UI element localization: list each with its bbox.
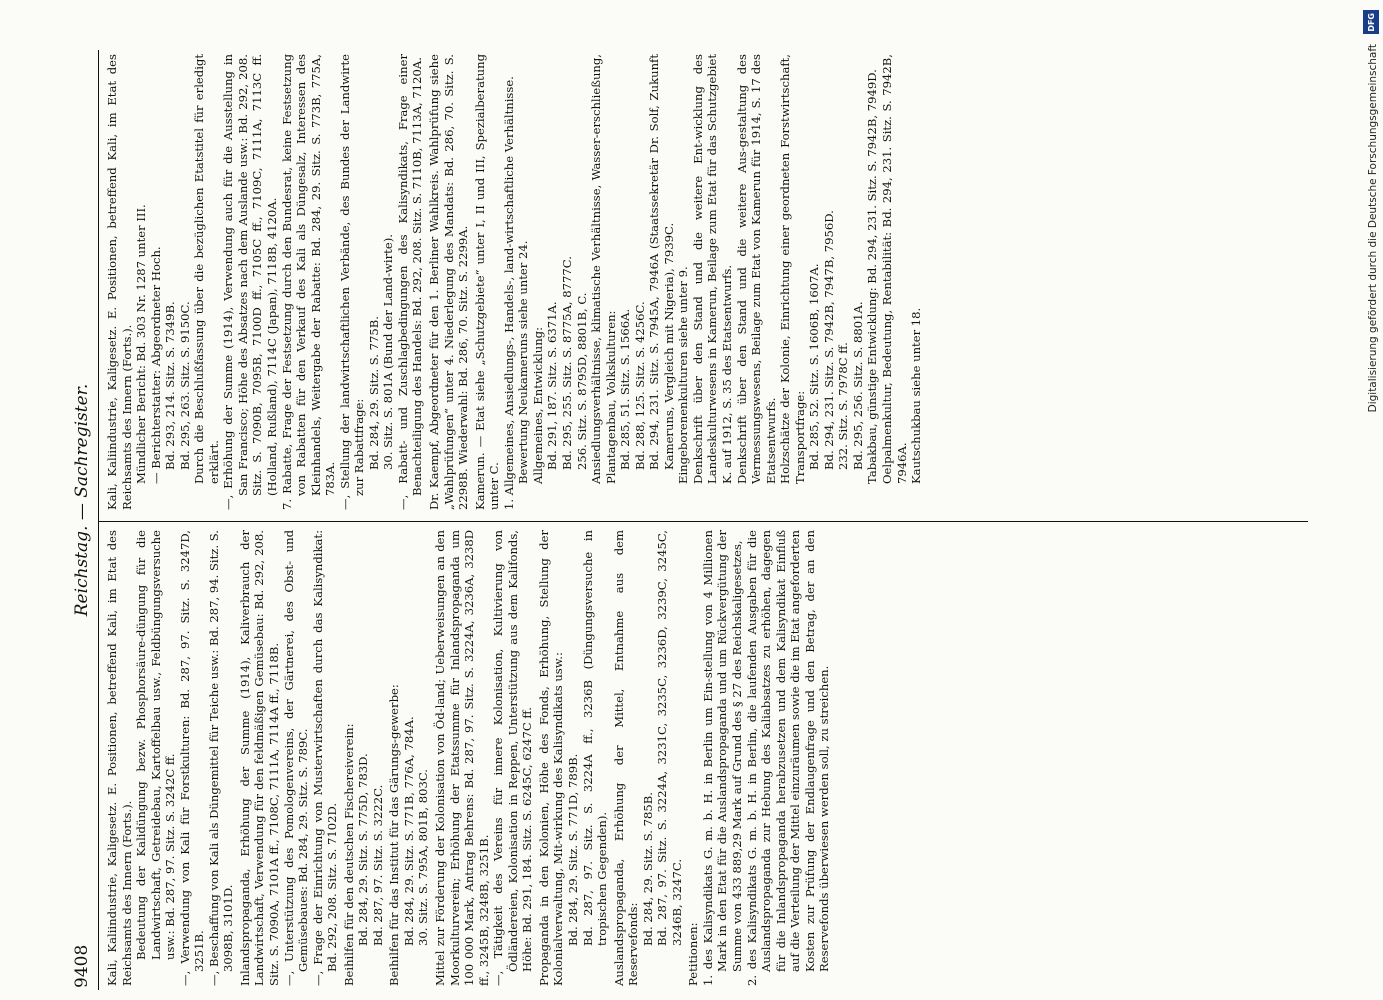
index-entry: Bd. 291, 187. Sitz. S. 6371A. bbox=[545, 301, 560, 470]
index-entry: Bd. 284, 29. Sitz. S. 785B. bbox=[640, 792, 655, 946]
index-entry: Bd. 294, 231. Sitz. S. 7945A, 7946A (Staatssekretär Dr. Solf, Zukunft Kameruns, Vergleich mit Nigeria), 7939C. bbox=[647, 54, 676, 470]
index-entry: Kamerun. — Etat siehe „Schutzgebiete“ unter I, II und III, Spezialberatung unter C. bbox=[472, 54, 502, 510]
index-entry: —, Tätigkeit des Vereins für innere Kolonisation, Kultivierung von Ödländereien, Kolonisation in Reppen, Unterstützung aus dem Kalifonds, Höhe: Bd. 291, 184. Sitz. S. 6245C, 6247C ff. bbox=[491, 530, 535, 986]
column-divider bbox=[98, 521, 1308, 522]
index-entry: Bd. 284, 29. Sitz. S. 775B. bbox=[366, 316, 381, 470]
index-entry: Bd. 288, 125. Sitz. S. 4256C. bbox=[632, 301, 647, 470]
index-entry: Bd. 284, 29. Sitz. S. 775D, 783D. bbox=[356, 753, 371, 946]
index-entry: Kautschukbau siehe unter 18. bbox=[909, 307, 924, 484]
index-entry: Bedeutung der Kalidüngung bezw. Phosphorsäure-düngung für die Landwirtschaft, Getreidebau, Kartoffelbau usw., Feldbüngungsversuche usw.: Bd. 287, 97. Sitz. S. 3242C ff. bbox=[134, 530, 178, 960]
header-rule bbox=[98, 50, 99, 990]
index-entry: Petitionen: bbox=[686, 922, 701, 986]
index-entry: 30. Sitz. S. 795A, 801B, 803C. bbox=[416, 769, 431, 946]
index-entry: Mündlicher Bericht: Bd. 303 Nr. 1287 unter III. bbox=[134, 204, 149, 484]
index-entry: Bd. 295, 255. Sitz. S. 8775A, 8777C. bbox=[559, 256, 574, 470]
index-entry: Bd. 295, 256. Sitz. S. 8801A. bbox=[850, 301, 865, 470]
index-entry: Bd. 285, 52. Sitz. S. 1606B, 1607A. bbox=[807, 263, 822, 470]
index-entry: Bd. 295, 263. Sitz. S. 9150C. bbox=[177, 301, 192, 470]
index-entry: —, Erhöhung der Summe (1914), Verwendung auch für die Ausstellung in San Francisco; Höhe des Absatzes nach dem Auslande usw.: Bd. 292, 208. Sitz. S. 7090B, 7095B, 7100D ff., 7105C ff., 7109C, 7111A, 7113C ff. (Holland, Rußland), 7114C (Japan), 7118B, 4120A. bbox=[221, 54, 280, 510]
index-entry: Holzschätze der Kolonie, Einrichtung einer geordneten Forstwirtschaft, Transportfrage: bbox=[778, 54, 807, 484]
index-entry: 30. Sitz. S. 801A (Bund der Land-wirte). bbox=[381, 234, 396, 470]
index-entry: —, Unterstützung des Pomologenvereins, der Gärtnerei, des Obst- und Gemüsebaues: Bd. 284, 29. Sitz. S. 789C. bbox=[281, 530, 311, 986]
index-entry: —, Beschaffung von Kali als Düngemittel für Teiche usw.: Bd. 287, 94. Sitz. S. 3098B, 3101D. bbox=[206, 530, 236, 986]
index-entry: Bd. 287, 97. Sitz. S. 3222C. bbox=[370, 784, 385, 946]
index-entry: Bd. 287, 97. Sitz. S. 3224A ff., 3236B (Düngungsversuche in tropischen Gegenden). bbox=[580, 530, 610, 946]
index-entry: —, Stellung der landwirtschaftlichen Verbände, des Bundes der Landwirte zur Rabattfrage: bbox=[337, 54, 367, 510]
index-entry: Bewertung Neukameruns siehe unter 24. bbox=[516, 240, 531, 484]
index-entry: —, Rabatt- und Zuschlagbedingungen des Kalisyndikats, Frage einer Benachteiligung des Handels: Bd. 292, 208. Sitz. S. 7110B, 7113A, 7120A. bbox=[395, 54, 425, 510]
index-entry: 1. Allgemeines, Ansiedlungs-, Handels-, land-wirtschaftliche Verhältnisse. bbox=[501, 76, 516, 510]
right-column bbox=[105, 54, 924, 510]
index-entry: 7. Rabatte, Frage der Festsetzung durch den Bundesrat, keine Festsetzung von Rabatten für den Verkauf des Kali als Düngesalz, Interessen des Kleinhandels, Weitergabe der Rabatte: Bd. 284, 29. Sitz. S. 773B, 775A, 783A. bbox=[279, 54, 338, 510]
index-entry: Denkschrift über den Stand und die weitere Aus-gestaltung des Vermessungswesens, Beilage zum Etat von Kamerun für 1914, S. 17 des Etatsentwurfs. bbox=[734, 54, 778, 484]
page-number: 9408 bbox=[72, 944, 92, 988]
index-entry: —, Frage der Einrichtung von Musterwirtschaften durch das Kalisyndikat: Bd. 292, 208. Sitz. S. 7102D. bbox=[310, 530, 340, 986]
index-entry: Bd. 293, 214. Sitz. S. 7349B. bbox=[163, 301, 178, 470]
index-entry: 232. Sitz. S. 7978C ff. bbox=[836, 342, 851, 470]
index-entry: 1. des Kalisyndikats G. m. b. H. in Berlin um Ein-stellung von 4 Millionen Mark in den Etat für die Auslandspropaganda und um Rückvergütung der Summe von 433 889,29 Mark auf Grund des § 27 des Reichskaligesetzes, bbox=[700, 530, 744, 986]
index-entry: Auslandspropaganda, Erhöhung der Mittel, Entnahme aus dem Reservefonds: bbox=[611, 530, 641, 986]
index-entry: —, Verwendung von Kali für Forstkulturen: Bd. 287, 97. Sitz. S. 3247D, 3251B. bbox=[177, 530, 207, 986]
running-head: Reichstag. — Sachregister. bbox=[72, 383, 92, 617]
index-entry: Oelpalmenkultur, Bedeutung, Rentabilität: Bd. 294, 231. Sitz. S. 7942B, 7946A. bbox=[879, 54, 909, 484]
index-entry: Mittel zur Förderung der Kolonisation von Öd-land; Ueberweisungen an den Moorkulturverein; Erhöhung der Etatssumme für Inlandspropaganda um 100 000 Mark, Antrag Behrens: Bd. 287, 97. Sitz. S. 3224A, 3236A, 3238D ff., 3245B, 3248B, 3251B. bbox=[433, 530, 491, 986]
index-entry: Bd. 285, 51. Sitz. S. 1566A. bbox=[618, 308, 633, 470]
index-entry: Ansiedlungsverhältnisse, klimatische Verhältnisse, Wasser-erschließung, Plantagenbau, Volkskulturen: bbox=[589, 54, 618, 484]
index-entry: 2. des Kalisyndikats G. m. b. H. in Berlin, die laufenden Ausgaben für die Auslandspropaganda zur Hebung des Kaliabsatzes zu erhöhen, dagegen für die Inlandspropaganda herabzusetzen und dem Kalisyndikat Einfluß auf die Verteilung der Mittel einzuräumen sowie die im Etat angeforderten Kosten zur Prüfung der Endlaugenfrage und den Betrag, der an den Reservefonds überwiesen werden soll, zu streichen. bbox=[744, 530, 832, 986]
index-entry: Beihilfen für den deutschen Fischereiverein: bbox=[341, 723, 356, 986]
index-entry: Tabakbau, günstige Entwicklung: Bd. 294, 231. Sitz. S. 7942B, 7949D. bbox=[865, 69, 880, 484]
index-entry: Inlandspropaganda, Erhöhung der Summe (1914), Kaliverbrauch der Landwirtschaft, Verwendung für den feldmäßigen Gemüsebau: Bd. 292, 208. Sitz. S. 7090A, 7101A ff., 7108C, 7111A, 7114A ff., 7118B. bbox=[237, 530, 282, 986]
index-entry: — Berichterstatter: Abgeordneter Hoch. bbox=[148, 246, 163, 484]
index-entry: Allgemeines, Entwicklung: bbox=[530, 327, 545, 484]
entry-heading: Kali, Kaliindustrie, Kaligesetz. E. Positionen, betreffend Kali, im Etat des Reichsamts des Innern (Forts.). bbox=[105, 54, 134, 510]
left-column bbox=[105, 530, 832, 986]
entry-heading: Kali, Kaliindustrie, Kaligesetz. E. Positionen, betreffend Kali, im Etat des Reichsamts des Innern (Forts.). bbox=[105, 530, 134, 986]
index-entry: Propaganda in den Kolonien, Höhe des Fonds, Erhöhung, Stellung der Kolonialverwaltung, Mit-wirkung des Kalisyndikats usw.: bbox=[536, 530, 566, 986]
index-entry: Bd. 284, 29. Sitz. S. 771D, 789B. bbox=[565, 753, 580, 946]
index-entry: Denkschrift über den Stand und die weitere Ent-wicklung des Landeskulturwesens in Kamerun, Beilage zum Etat für das Schutzgebiet K. auf 1912, S. 35 des Etatsentwurfs. bbox=[690, 54, 734, 484]
index-entry: Bd. 294, 231. Sitz. S. 7942B, 7947B, 7956D. bbox=[821, 210, 836, 470]
index-entry: Bd. 284, 29. Sitz. S. 771B, 776A, 784A. bbox=[401, 716, 416, 946]
index-entry: Eingeborenenkulturen siehe unter 9. bbox=[676, 266, 691, 484]
dfg-logo: DFG bbox=[1363, 10, 1379, 34]
index-entry: Durch die Beschlußfassung über die bezüglichen Etatstitel für erledigt erklärt. bbox=[192, 54, 221, 484]
index-entry: Bd. 287, 97. Sitz. S. 3224A, 3231C, 3235C, 3236D, 3239C, 3245C, 3246B, 3247C. bbox=[655, 530, 684, 946]
index-entry: 256. Sitz. S. 8795D, 8801B, C. bbox=[574, 292, 589, 470]
index-entry: Dr. Kaempf, Abgeordneter für den 1. Berliner Wahlkreis. Wahlprüfung siehe „Wahlprüfungen“ unter 4. Niederlegung des Mandats: Bd. 286, 70. Sitz. S. 2298B. Wiederwahl: Bd. 286, 70. Sitz. S. 2299A. bbox=[427, 54, 471, 510]
index-entry: Beihilfen für das Institut für das Gärungs-gewerbe: bbox=[387, 684, 402, 986]
digitization-footer: Digitalisierung gefördert durch die Deutsche Forschungsgemeinschaft bbox=[1367, 44, 1379, 413]
